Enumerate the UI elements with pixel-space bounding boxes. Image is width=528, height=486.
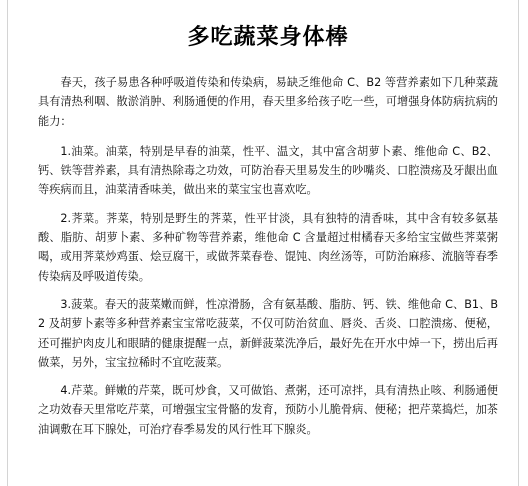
paragraph-spinach: 3.菠菜。春天的菠菜嫩而鲜，性凉滑肠，含有氨基酸、脂肪、钙、铁、维他命 C、B1、B2 及胡萝卜素等多种营养素宝宝常吃菠菜，不仅可防治贫血、唇炎、舌炎、口腔溃疡、便秘，还可摧护肉皮儿和眼睛的健康提醒一点，新鲜菠菜洗净后，最好先在开水中焯一下，捞出后再做菜，另外，宝宝拉稀时不宜吃菠菜。	[38, 297, 498, 369]
intro-paragraph: 春天，孩子易患各种呼吸道传染和传染病，易缺乏维他命 C、B2 等营养素如下几种菜蔬具有清热利咽、散淤消肿、利肠通便的作用，春天里多给孩子吃一些，可增强身体防病抗病的能力：	[38, 76, 498, 128]
document-body	[38, 10, 498, 448]
page-right-margin-line	[518, 0, 528, 486]
document-title: 多吃蔬菜身体棒	[187, 24, 349, 50]
paragraph-rapeseed: 1.油菜。油菜，特别是早春的油菜，性平、温文，其中富含胡萝卜素、维他命 C、B2、钙、铁等营养素，具有清热除毒之功效，可防治春天里易发生的吵嘴炎、口腔溃疡及牙龈出血等疾病而且，油菜清香味美，做出来的菜宝宝也喜欢吃。	[38, 144, 498, 197]
page-left-margin-line	[0, 0, 8, 486]
paragraph-shepherds-purse: 2.荠菜。荠菜，特别是野生的荠菜，性平甘淡，具有独特的清香味，其中含有较多氨基酸、脂肪、胡萝卜素、多种矿物等营养素，维他命 C 含量超过柑橘春天多给宝宝做些荠菜粥喝，或用荠菜炒鸡蛋、烩豆腐干，或做荠菜春卷、馄饨、肉丝汤等，可防治麻疹、流脑等春季传染病及呼吸道传染。	[38, 211, 498, 283]
paragraph-celery: 4.芹菜。鲜嫩的芹菜，既可炒食，又可做馅、煮粥，还可凉拌，具有清热止咳、利肠通便之功效春天里常吃芹菜，可增强宝宝骨骼的发育，预防小儿脆骨病、便秘；把芹菜捣烂，加茶油调敷在耳下腺处，可治疗春季易发的风行性耳下腺炎。	[38, 384, 498, 436]
